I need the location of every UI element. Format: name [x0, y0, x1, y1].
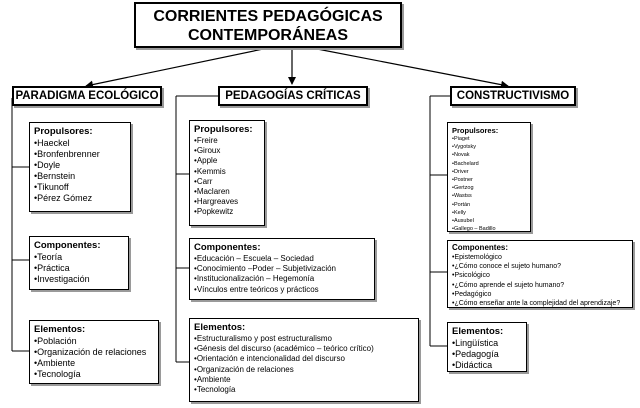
constructivismo-propulsores-heading: Propulsores:	[452, 126, 499, 135]
list-item: • Tecnología	[194, 385, 418, 395]
list-item: • Tikunoff	[34, 182, 130, 193]
list-item: • Psicológico	[452, 271, 632, 280]
list-item: • Hargreaves	[194, 197, 264, 207]
box-constructivismo-propulsores	[447, 122, 531, 232]
title-paradigma-ecologico: PARADIGMA ECOLÓGICO	[12, 86, 162, 106]
constructivismo-componentes-heading: Componentes:	[452, 243, 508, 252]
list-item: • Portán	[452, 201, 530, 209]
box-ecologico-elementos	[29, 320, 159, 384]
list-item: • Epistemológico	[452, 253, 632, 262]
list-item: • Pérez Gómez	[34, 193, 130, 204]
list-item: • Vínculos entre teóricos y prácticos	[194, 285, 374, 295]
list-item: • Bronfenbrenner	[34, 149, 130, 160]
list-item: • Vygotsky	[452, 143, 530, 151]
arrow-to-ecologico	[86, 48, 268, 86]
box-ecologico-propulsores	[29, 122, 131, 212]
list-item: • Popkewitz	[194, 207, 264, 217]
list-item: • Novak	[452, 151, 530, 159]
list-item: • Carr	[194, 177, 264, 187]
list-item: • Conocimiento –Poder – Subjetivización	[194, 264, 374, 274]
list-item: • Haeckel	[34, 138, 130, 149]
main-title-line-2: CONTEMPORÁNEAS	[187, 27, 348, 44]
list-item: • ¿Cómo aprende el sujeto humano?	[452, 281, 632, 290]
list-item: • Ausubel	[452, 217, 530, 225]
list-item: • Investigación	[34, 274, 128, 285]
list-item: • Gertzog	[452, 184, 530, 192]
list-item: • ¿Cómo conoce el sujeto humano?	[452, 262, 632, 271]
list-item: • Bernstein	[34, 171, 130, 182]
list-item: • Población	[34, 336, 158, 347]
list-item: • Apple	[194, 156, 264, 166]
list-item: • Lingüística	[452, 338, 526, 349]
list-item: • Freire	[194, 136, 264, 146]
list-item: • Ambiente	[194, 375, 418, 385]
criticas-elementos-heading: Elementos:	[194, 322, 246, 333]
title-pedagogias-criticas: PEDAGOGÍAS CRÍTICAS	[218, 86, 368, 106]
list-item: • Teoría	[34, 252, 128, 263]
list-item: • Kelly	[452, 209, 530, 217]
title-constructivismo: CONSTRUCTIVISMO	[450, 86, 576, 106]
list-item: • Tecnología	[34, 369, 158, 380]
arrow-to-constructivismo	[312, 48, 508, 86]
main-title	[134, 2, 402, 48]
list-item: • Wastss	[452, 192, 530, 200]
list-item: • Práctica	[34, 263, 128, 274]
list-item: • Giroux	[194, 146, 264, 156]
box-constructivismo-componentes	[447, 240, 633, 308]
list-item: • Pedagogía	[452, 349, 526, 360]
criticas-componentes-heading: Componentes:	[194, 242, 261, 253]
list-item: • Organización de relaciones	[34, 347, 158, 358]
list-item: • Educación – Escuela – Sociedad	[194, 254, 374, 264]
box-ecologico-componentes	[29, 236, 129, 290]
main-title-line-1: CORRIENTES PEDAGÓGICAS	[153, 8, 383, 25]
box-constructivismo-elementos	[447, 322, 527, 372]
list-item: • Gallego – Badillo	[452, 225, 530, 232]
box-criticas-componentes	[189, 238, 375, 300]
list-item: • Maclaren	[194, 187, 264, 197]
list-item: • Piaget	[452, 135, 530, 143]
list-item: • Driver	[452, 168, 530, 176]
list-item: • Institucionalización – Hegemonía	[194, 274, 374, 284]
list-item: • Postner	[452, 176, 530, 184]
list-item: • Estructuralismo y post estructuralismo	[194, 334, 418, 344]
list-item: • Orientación e intencionalidad del discurso	[194, 354, 418, 364]
list-item: • Génesis del discurso (académico – teórico crítico)	[194, 344, 418, 354]
constructivismo-elementos-heading: Elementos:	[452, 326, 504, 337]
list-item: • Kemmis	[194, 167, 264, 177]
list-item: • Bachelard	[452, 160, 530, 168]
ecologico-propulsores-heading: Propulsores:	[34, 126, 93, 137]
list-item: • Organización de relaciones	[194, 365, 418, 375]
ecologico-componentes-heading: Componentes:	[34, 240, 101, 251]
box-criticas-propulsores	[189, 120, 265, 226]
list-item: • ¿Cómo enseñar ante la complejidad del aprendizaje?	[452, 299, 632, 308]
list-item: • Doyle	[34, 160, 130, 171]
ecologico-elementos-heading: Elementos:	[34, 324, 86, 335]
list-item: • Ambiente	[34, 358, 158, 369]
criticas-propulsores-heading: Propulsores:	[194, 124, 253, 135]
box-criticas-elementos	[189, 318, 419, 402]
list-item: • Pedagógico	[452, 290, 632, 299]
list-item: • Didáctica	[452, 360, 526, 371]
